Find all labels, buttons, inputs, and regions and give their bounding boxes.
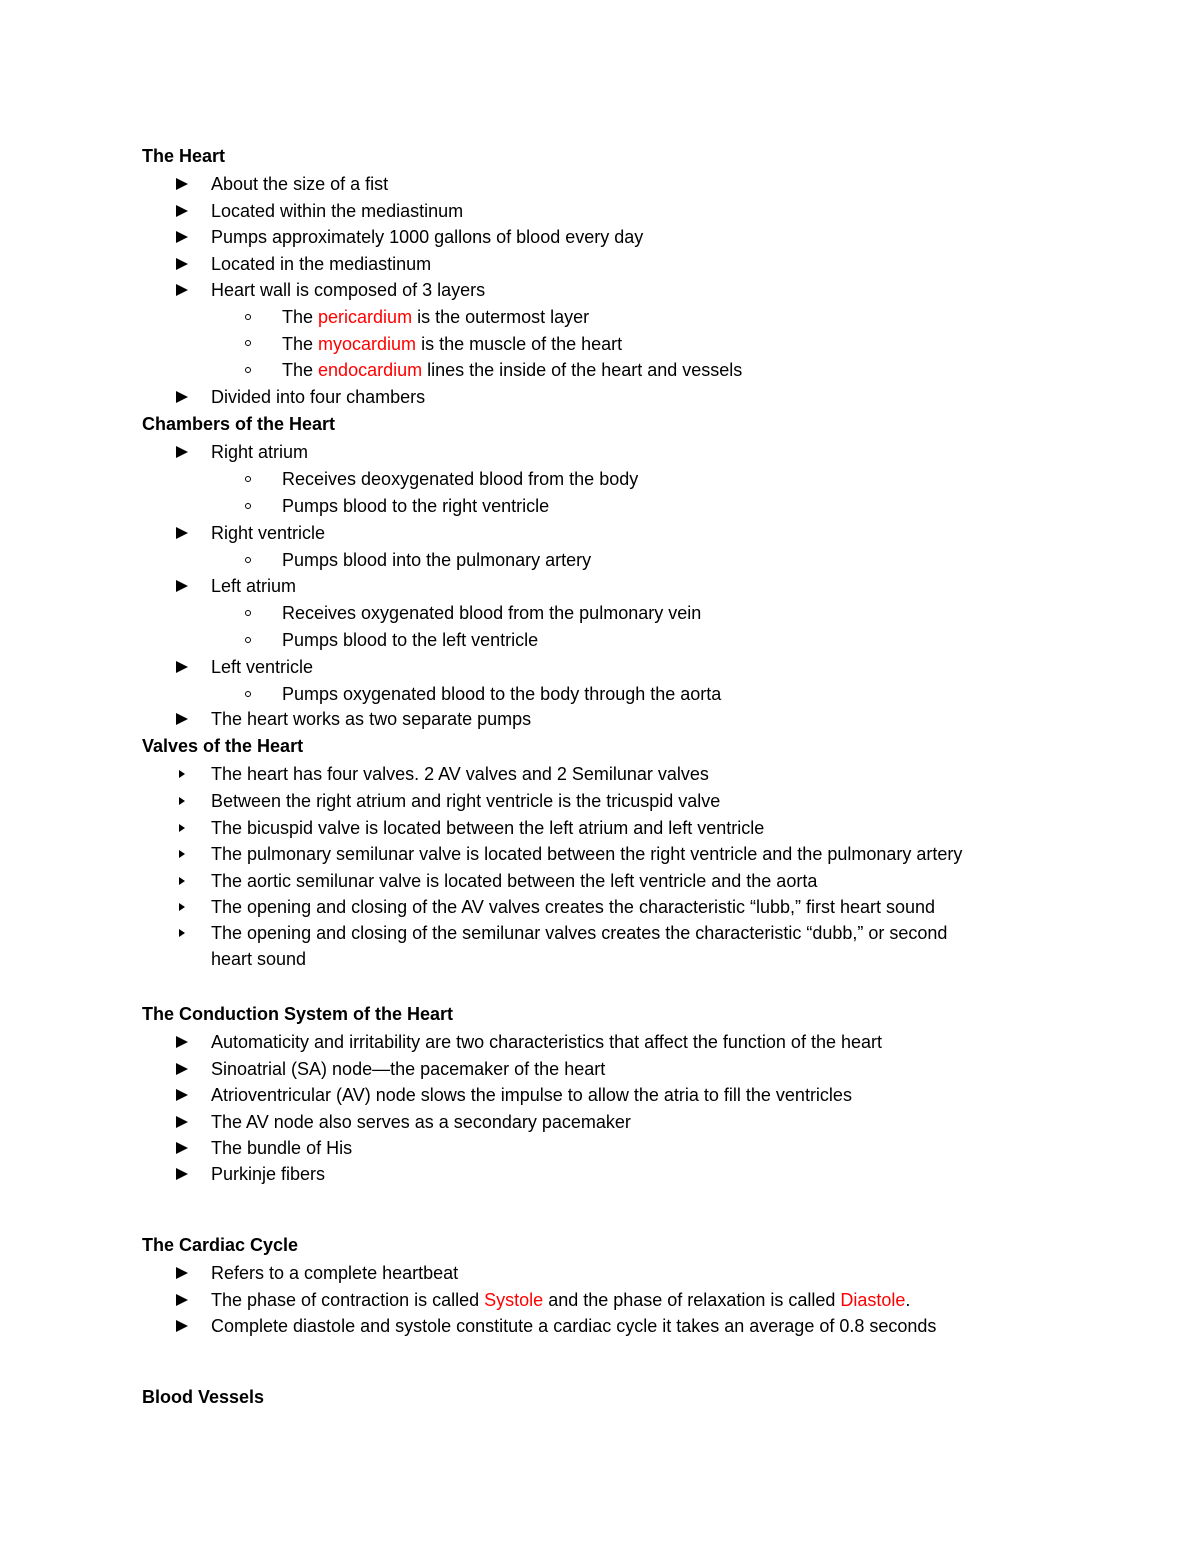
small-arrow-bullet-icon bbox=[179, 770, 185, 778]
term-pericardium: pericardium bbox=[318, 307, 413, 327]
list-item: Located in the mediastinum bbox=[211, 254, 432, 274]
list-item: The heart works as two separate pumps bbox=[211, 709, 532, 729]
list-item: The pulmonary semilunar valve is located between the right ventricle and the pulmonary artery bbox=[211, 844, 963, 864]
small-arrow-bullet-icon bbox=[179, 877, 185, 885]
arrow-bullet-icon bbox=[176, 1267, 188, 1279]
list-item: Receives oxygenated blood from the pulmonary vein bbox=[282, 603, 702, 623]
circle-bullet-icon bbox=[245, 314, 251, 320]
small-arrow-bullet-icon bbox=[179, 797, 185, 805]
layer-text-pre: The bbox=[282, 307, 319, 327]
heading-cardiac-cycle: The Cardiac Cycle bbox=[142, 1235, 299, 1255]
circle-bullet-icon bbox=[245, 503, 251, 509]
arrow-bullet-icon bbox=[176, 1294, 188, 1306]
heading-the-heart: The Heart bbox=[142, 146, 226, 166]
circle-bullet-icon bbox=[245, 476, 251, 482]
arrow-bullet-icon bbox=[176, 284, 188, 296]
heading-conduction-system: The Conduction System of the Heart bbox=[142, 1004, 454, 1024]
list-item: Refers to a complete heartbeat bbox=[211, 1263, 459, 1283]
arrow-bullet-icon bbox=[176, 446, 188, 458]
list-item: The opening and closing of the semilunar valves creates the characteristic “dubb,” or second bbox=[211, 923, 948, 943]
small-arrow-bullet-icon bbox=[179, 850, 185, 858]
layer-text-post: is the outermost layer bbox=[412, 307, 590, 327]
heading-blood-vessels: Blood Vessels bbox=[142, 1387, 265, 1407]
list-item: Located within the mediastinum bbox=[211, 201, 464, 221]
arrow-bullet-icon bbox=[176, 713, 188, 725]
list-item: Automaticity and irritability are two characteristics that affect the function of the heart bbox=[211, 1032, 882, 1052]
circle-bullet-icon bbox=[245, 367, 251, 373]
arrow-bullet-icon bbox=[176, 231, 188, 243]
arrow-bullet-icon bbox=[176, 527, 188, 539]
list-item: Purkinje fibers bbox=[211, 1164, 326, 1184]
term-diastole: Diastole bbox=[840, 1290, 906, 1310]
arrow-bullet-icon bbox=[176, 1116, 188, 1128]
list-item: Left atrium bbox=[211, 576, 297, 596]
list-item-continuation: heart sound bbox=[211, 949, 307, 969]
list-item: Atrioventricular (AV) node slows the impulse to allow the atria to fill the ventricles bbox=[211, 1085, 852, 1105]
circle-bullet-icon bbox=[245, 637, 251, 643]
arrow-bullet-icon bbox=[176, 1063, 188, 1075]
layer-text-post: is the muscle of the heart bbox=[416, 334, 623, 354]
list-item: Heart wall is composed of 3 layers bbox=[211, 280, 486, 300]
list-item-layer bbox=[282, 333, 622, 355]
heading-chambers: Chambers of the Heart bbox=[142, 414, 336, 434]
list-item: The opening and closing of the AV valves creates the characteristic “lubb,” first heart sound bbox=[211, 897, 936, 917]
list-item: Receives deoxygenated blood from the body bbox=[282, 469, 639, 489]
term-systole: Systole bbox=[484, 1290, 544, 1310]
arrow-bullet-icon bbox=[176, 1168, 188, 1180]
arrow-bullet-icon bbox=[176, 258, 188, 270]
layer-text-pre: The bbox=[282, 334, 319, 354]
list-item: Between the right atrium and right ventricle is the tricuspid valve bbox=[211, 791, 721, 811]
layer-text-post: lines the inside of the heart and vessels bbox=[422, 360, 743, 380]
list-item: Pumps oxygenated blood to the body through the aorta bbox=[282, 684, 722, 704]
list-item: The heart has four valves. 2 AV valves and 2 Semilunar valves bbox=[211, 764, 709, 784]
arrow-bullet-icon bbox=[176, 1036, 188, 1048]
list-item: The AV node also serves as a secondary pacemaker bbox=[211, 1112, 631, 1132]
arrow-bullet-icon bbox=[176, 580, 188, 592]
list-item: Pumps blood to the left ventricle bbox=[282, 630, 539, 650]
layer-text-pre: The bbox=[282, 360, 319, 380]
circle-bullet-icon bbox=[245, 691, 251, 697]
list-item-phase bbox=[211, 1289, 910, 1311]
phase-text-mid: and the phase of relaxation is called bbox=[543, 1290, 841, 1310]
arrow-bullet-icon bbox=[176, 178, 188, 190]
phase-text-post: . bbox=[905, 1290, 911, 1310]
list-item: The aortic semilunar valve is located between the left ventricle and the aorta bbox=[211, 871, 818, 891]
list-item: Right ventricle bbox=[211, 523, 326, 543]
arrow-bullet-icon bbox=[176, 391, 188, 403]
list-item: Pumps approximately 1000 gallons of blood every day bbox=[211, 227, 644, 247]
arrow-bullet-icon bbox=[176, 205, 188, 217]
arrow-bullet-icon bbox=[176, 661, 188, 673]
list-item: Pumps blood into the pulmonary artery bbox=[282, 550, 592, 570]
term-endocardium: endocardium bbox=[318, 360, 423, 380]
list-item: Left ventricle bbox=[211, 657, 314, 677]
term-myocardium: myocardium bbox=[318, 334, 417, 354]
arrow-bullet-icon bbox=[176, 1089, 188, 1101]
small-arrow-bullet-icon bbox=[179, 929, 185, 937]
list-item: Sinoatrial (SA) node—the pacemaker of the heart bbox=[211, 1059, 606, 1079]
small-arrow-bullet-icon bbox=[179, 824, 185, 832]
list-item: The bundle of His bbox=[211, 1138, 353, 1158]
list-item-layer bbox=[282, 306, 589, 328]
list-item: The bicuspid valve is located between the left atrium and left ventricle bbox=[211, 818, 765, 838]
small-arrow-bullet-icon bbox=[179, 903, 185, 911]
list-item: Pumps blood to the right ventricle bbox=[282, 496, 550, 516]
heading-valves: Valves of the Heart bbox=[142, 736, 304, 756]
list-item: Complete diastole and systole constitute a cardiac cycle it takes an average of 0.8 seconds bbox=[211, 1316, 937, 1336]
circle-bullet-icon bbox=[245, 610, 251, 616]
arrow-bullet-icon bbox=[176, 1320, 188, 1332]
circle-bullet-icon bbox=[245, 557, 251, 563]
list-item: About the size of a fist bbox=[211, 174, 389, 194]
phase-text-pre: The phase of contraction is called bbox=[211, 1290, 485, 1310]
arrow-bullet-icon bbox=[176, 1142, 188, 1154]
circle-bullet-icon bbox=[245, 340, 251, 346]
list-item: Right atrium bbox=[211, 442, 309, 462]
list-item: Divided into four chambers bbox=[211, 387, 426, 407]
list-item-layer bbox=[282, 359, 742, 381]
